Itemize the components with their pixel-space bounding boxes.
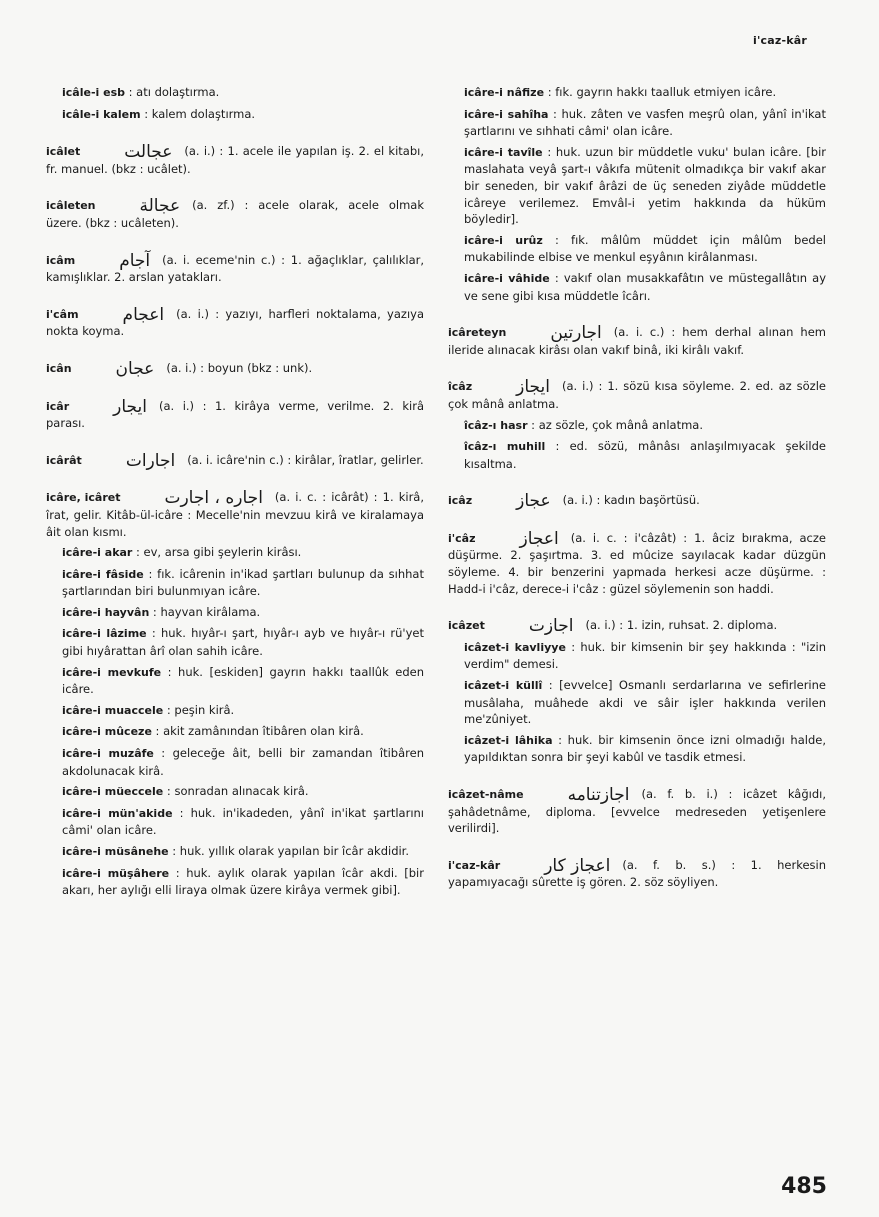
- dictionary-entry: [448, 270, 826, 304]
- entry-definition: : huk. bir kimsenin önce izni olmadığı halde, yapıldıktan sonra bir şeyi kabûl ve tasdik etmesi.: [464, 732, 826, 765]
- entry-lemma: icâre-i sahîha: [464, 107, 549, 121]
- entry-lemma: icâzet-i kavliyye: [464, 640, 566, 654]
- entry-spacer: [46, 469, 424, 489]
- entry-definition: (a. i.) : 1. kirâya verme, verilme. 2. kirâ parası.: [46, 398, 424, 431]
- entry-arabic-script: آجام: [119, 250, 151, 271]
- dictionary-entry: [448, 438, 826, 472]
- entry-lemma: îcâz-ı hasr: [464, 418, 528, 432]
- entry-definition: (a. i. c. : icârât) : 1. kirâ, îrat, gelir. Kitâb-ül-icâre : Mecelle'nin mevzuu kirâ ve kiralamaya âit olan kısmı.: [46, 490, 424, 539]
- entry-lemma: icâr: [46, 399, 70, 413]
- entry-definition: : fık. icârenin in'ikad şartları bulunup da sıhhat şartlarından biri bulunmıyan icâre.: [62, 566, 424, 599]
- dictionary-entry: [448, 492, 826, 510]
- dictionary-entry: [448, 530, 826, 597]
- entry-definition: : ev, arsa gibi şeylerin kirâsı.: [132, 545, 302, 560]
- dictionary-entry: [46, 604, 424, 622]
- entry-definition: (a. f. b. i.) : icâzet kâğıdı, şahâdetnâme, diploma. [evvelce medreseden yetişenlere verilirdi].: [448, 787, 826, 836]
- dictionary-entry: [46, 197, 424, 231]
- entry-lemma: îcâz: [448, 380, 473, 394]
- entry-spacer: [46, 177, 424, 197]
- dictionary-entry: [448, 324, 826, 358]
- dictionary-entry: [448, 144, 826, 228]
- entry-lemma: icâleten: [46, 199, 96, 213]
- entry-lemma: icâre-i hayvân: [62, 605, 150, 619]
- entry-spacer: [46, 232, 424, 252]
- entry-arabic-script: اعجاز: [519, 528, 559, 549]
- dictionary-entry: [46, 489, 424, 540]
- dictionary-entry: [46, 84, 424, 102]
- entry-lemma: icâre-i vâhide: [464, 271, 550, 285]
- dictionary-entry: [46, 723, 424, 741]
- entry-lemma: icârât: [46, 453, 82, 467]
- entry-definition: : huk. uzun bir müddetle vuku' bulan icâre. [bir maslahata veyâ şart-ı vâkıfa mütenit olmadıkça bir vakıf akar bir seneden, bir vakıf ârâzi de üç seneden ziyâde müddetle icâreye verilemez. Emvâl-i yetim hakkında da hüküm böyledir].: [464, 144, 826, 227]
- entry-lemma: i'câz: [448, 531, 476, 545]
- entry-definition: : az sözle, çok mânâ anlatma.: [527, 417, 703, 432]
- entry-lemma: icân: [46, 361, 72, 375]
- entry-lemma: icâzet-i lâhika: [464, 733, 553, 747]
- entry-lemma: icâre-i mûceze: [62, 725, 152, 739]
- left-column: [46, 84, 424, 899]
- entry-spacer: [46, 432, 424, 452]
- page-number: 485: [781, 1174, 827, 1199]
- entry-definition: : huk. bir kimsenin bir şey hakkında : "izin verdim" demesi.: [464, 639, 826, 672]
- dictionary-entry: [46, 452, 424, 470]
- entry-spacer: [46, 378, 424, 398]
- entry-arabic-script: اجازتنامه: [567, 785, 630, 805]
- entry-arabic-script: عجالة: [139, 196, 181, 217]
- dictionary-entry: [46, 566, 424, 600]
- entry-lemma: icâm: [46, 253, 76, 267]
- right-column: [448, 84, 826, 891]
- entry-definition: (a. i.) : yazıyı, harfleri noktalama, yazıya nokta koyma.: [46, 306, 424, 339]
- entry-lemma: icâre-i lâzime: [62, 627, 147, 641]
- entry-lemma: icâre-i fâside: [62, 567, 144, 581]
- entry-lemma: icâre-i tavîle: [464, 145, 543, 159]
- dictionary-entry: [448, 106, 826, 140]
- dictionary-entry: [448, 639, 826, 673]
- entry-lemma: icâre-i nâfize: [464, 86, 545, 99]
- entry-lemma: icâlet: [46, 145, 81, 159]
- entry-arabic-script: عجالت: [124, 142, 173, 163]
- entry-spacer: [46, 340, 424, 360]
- entry-lemma: icâre-i müeccele: [62, 785, 164, 799]
- entry-lemma: i'câm: [46, 307, 79, 321]
- entry-definition: : akit zamânından îtibâren olan kirâ.: [151, 724, 364, 739]
- entry-lemma: icâre-i urûz: [464, 233, 543, 247]
- dictionary-entry: [46, 865, 424, 899]
- dictionary-entry: [46, 106, 424, 124]
- entry-definition: (a. i.) : kadın başörtüsü.: [562, 493, 700, 508]
- entry-lemma: icâreteyn: [448, 326, 507, 340]
- entry-lemma: icâzet-i küllî: [464, 679, 543, 693]
- entry-definition: : hayvan kirâlama.: [149, 604, 261, 619]
- entry-lemma: icâre-i muaccele: [62, 703, 164, 717]
- dictionary-entry: [46, 664, 424, 698]
- dictionary-entry: [46, 306, 424, 340]
- entry-definition: : atı dolaştırma.: [125, 85, 220, 99]
- entry-definition: : [evvelce] Osmanlı serdarlarına ve sefirlerine musâlaha, muâhede akdi ve sâir işler hakkında verilen me'zûniyet.: [464, 678, 826, 727]
- entry-spacer: [448, 766, 826, 786]
- entry-spacer: [46, 123, 424, 143]
- dictionary-entry: [448, 417, 826, 435]
- entry-definition: (a. i. c. : i'câzât) : 1. âciz bırakma, acze düşürme. 2. şaşırtma. 3. ed mûcize sayılacak kadar düzgün söyleme. 4. bir benzerini yapmada herkesi acze düşürme. : Hadd-i i'câz, derece-i i'câz : güzel söylemenin son haddi.: [448, 530, 826, 596]
- dictionary-entry: [46, 702, 424, 720]
- entry-arabic-script: اجاره ، اجارت: [164, 488, 263, 509]
- entry-arabic-script: ایجار: [113, 396, 147, 417]
- entry-lemma: îcâz-ı muhill: [464, 440, 546, 454]
- entry-definition: (a. i. icâre'nin c.) : kirâlar, îratlar, gelirler.: [187, 452, 424, 467]
- entry-definition: : vakıf olan musakkafâtın ve müstegallâtın ay ve sene gibi kısa müddetle îcârı.: [464, 270, 826, 303]
- entry-lemma: icâle-i kalem: [62, 107, 141, 121]
- entry-definition: : ed. sözü, mânâsı anlaşılmıyacak şekilde kısaltma.: [464, 439, 826, 471]
- entry-spacer: [448, 837, 826, 857]
- dictionary-entry: [46, 252, 424, 286]
- dictionary-entry: [448, 378, 826, 412]
- dictionary-entry: [448, 232, 826, 266]
- entry-spacer: [448, 472, 826, 492]
- entry-definition: (a. i.) : boyun (bkz : unk).: [166, 360, 313, 375]
- dictionary-entry: [448, 732, 826, 766]
- entry-lemma: icâre-i müsânehe: [62, 845, 169, 858]
- dictionary-entry: [46, 398, 424, 432]
- entry-spacer: [448, 597, 826, 617]
- dictionary-entry: [46, 544, 424, 562]
- entry-definition: : huk. yıllık olarak yapılan bir îcâr akdidir.: [168, 844, 410, 858]
- entry-definition: : kalem dolaştırma.: [140, 106, 256, 121]
- entry-spacer: [46, 286, 424, 306]
- dictionary-entry: [46, 143, 424, 177]
- entry-definition: (a. i. c.) : hem derhal alınan hem ileride alınacak kirâsı olan vakıf binâ, iki kirâlı vakıf.: [448, 325, 826, 357]
- entry-definition: (a. i.) : 1. acele ile yapılan iş. 2. el kitabı, fr. manuel. (bkz : ucâlet).: [46, 144, 424, 176]
- dictionary-entry: [46, 783, 424, 801]
- entry-definition: : huk. hıyâr-ı şart, hıyâr-ı ayb ve hıyâr-ı rü'yet gibi hıyârattan ârî olan sahih icâre.: [62, 626, 424, 659]
- entry-lemma: icâre, icâret: [46, 491, 121, 505]
- dictionary-entry: [448, 617, 826, 635]
- entry-definition: : fık. gayrın hakkı taalluk etmiyen icâre.: [544, 85, 777, 99]
- entry-definition: (a. i.) : 1. izin, ruhsat. 2. diploma.: [585, 618, 778, 633]
- entry-spacer: [448, 304, 826, 324]
- entry-definition: (a. f. b. s.) : 1. herkesin yapamıyacağı sûrette iş gören. 2. söz söyliyen.: [448, 857, 826, 890]
- entry-arabic-script: ایجاز: [516, 377, 550, 398]
- entry-definition: (a. i. eceme'nin c.) : 1. ağaçlıklar, çalılıklar, kamışlıklar. 2. arslan yatakları.: [46, 252, 424, 285]
- dictionary-entry: [448, 677, 826, 728]
- dictionary-entry: [46, 805, 424, 839]
- entry-lemma: icâre-i mevkufe: [62, 665, 162, 679]
- entry-lemma: icâre-i muzâfe: [62, 747, 154, 761]
- entry-arabic-script: عجان: [115, 358, 155, 379]
- entry-arabic-script: اعجام: [122, 304, 165, 325]
- entry-lemma: i'caz-kâr: [448, 858, 501, 872]
- entry-spacer: [448, 510, 826, 530]
- entry-lemma: icâz: [448, 494, 473, 508]
- entry-lemma: icâre-i müşâhere: [62, 866, 170, 880]
- entry-lemma: icâre-i akar: [62, 546, 133, 560]
- entry-definition: (a. zf.) : acele olarak, acele olmak üzere. (bkz : ucâleten).: [46, 198, 424, 230]
- dictionary-entry: [46, 745, 424, 779]
- running-head: i'caz-kâr: [752, 34, 807, 47]
- dictionary-entry: [448, 857, 826, 891]
- entry-definition: : sonradan alınacak kirâ.: [163, 784, 309, 799]
- entry-definition: : fık. mâlûm müddet için mâlûm bedel mukabilinde elbise ve menkul eşyânın kirâlanması.: [464, 232, 826, 265]
- entry-lemma: icâre-i mün'akide: [62, 806, 173, 820]
- entry-arabic-script: اجازت: [528, 616, 574, 637]
- entry-arabic-script: اجارتين: [550, 323, 602, 344]
- entry-definition: : huk. zâten ve vasfen meşrû olan, yânî in'ikat şartlarını ve sıhhati câmi' olan icâre.: [464, 106, 826, 139]
- entry-definition: : peşin kirâ.: [163, 702, 235, 717]
- dictionary-entry: [448, 786, 826, 837]
- dictionary-entry: [448, 84, 826, 102]
- entry-definition: : geleceğe âit, belli bir zamandan îtibâren akdolunacak kirâ.: [62, 746, 424, 778]
- entry-arabic-script: عجاز: [516, 491, 551, 512]
- dictionary-entry: [46, 843, 424, 861]
- entry-spacer: [448, 358, 826, 378]
- entry-lemma: icâle-i esb: [62, 86, 125, 99]
- entry-definition: (a. i.) : 1. sözü kısa söyleme. 2. ed. az sözle çok mânâ anlatma.: [448, 379, 826, 411]
- entry-lemma: icâzet-nâme: [448, 788, 524, 801]
- entry-arabic-script: اعجاز کار: [544, 855, 611, 876]
- dictionary-entry: [46, 360, 424, 378]
- entry-lemma: icâzet: [448, 619, 485, 633]
- entry-definition: : huk. aylık olarak yapılan îcâr akdi. [bir akarı, her aylığı elli liraya olmak üzere kirâya vermek gibi].: [62, 865, 424, 898]
- entry-arabic-script: اجارات: [125, 450, 176, 471]
- entry-definition: : huk. in'ikadeden, yânî in'ikat şartlarını câmi' olan icâre.: [62, 805, 424, 838]
- dictionary-entry: [46, 625, 424, 659]
- entry-definition: : huk. [eskiden] gayrın hakkı taallûk eden icâre.: [62, 664, 425, 697]
